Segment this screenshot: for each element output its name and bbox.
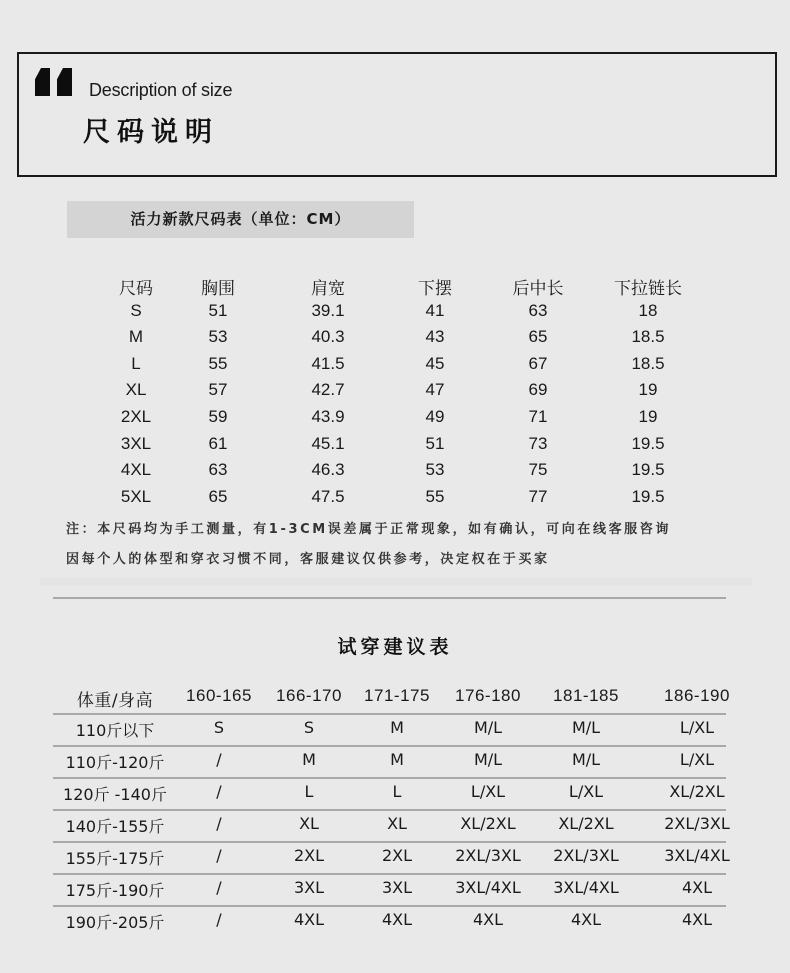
- table-cell: 65: [528, 327, 548, 347]
- table-cell: L/XL: [470, 782, 506, 801]
- table-cell: 4XL: [293, 910, 325, 929]
- column-header: 186-190: [664, 686, 730, 705]
- table-cell: 4XL: [120, 460, 152, 480]
- table-cell: 43: [425, 327, 445, 347]
- column-header: 166-170: [276, 686, 342, 705]
- table-cell: 18: [638, 300, 658, 320]
- table-cell: 55: [425, 486, 445, 506]
- table-cell: 19.5: [631, 433, 665, 453]
- size-table-row: [0, 327, 790, 353]
- table-cell: 4XL: [681, 878, 713, 897]
- table-cell: 18.5: [631, 327, 665, 347]
- table-cell: 61: [208, 433, 228, 453]
- table-cell: 45: [425, 353, 445, 373]
- header-title: 尺码说明: [83, 117, 219, 148]
- table-cell: XL: [299, 814, 319, 833]
- table-cell: 40.3: [311, 327, 345, 347]
- table-cell: 65: [208, 486, 228, 506]
- table-cell: M/L: [571, 750, 601, 769]
- fit-table-row: [0, 910, 790, 940]
- table-cell: 59: [208, 407, 228, 426]
- table-cell: 53: [425, 460, 445, 480]
- table-cell: 57: [208, 380, 228, 400]
- table-cell: 75: [528, 460, 548, 480]
- table-cell: S: [303, 718, 315, 737]
- table-cell: 77: [528, 486, 548, 506]
- table-cell: 49: [425, 407, 445, 426]
- table-cell: M/L: [473, 718, 503, 737]
- column-header: 后中长: [512, 279, 564, 299]
- header-box: [17, 52, 777, 177]
- size-table-row: [0, 354, 790, 380]
- table-cell: 63: [528, 300, 548, 320]
- table-cell: L: [304, 782, 314, 801]
- table-cell: M/L: [473, 750, 503, 769]
- table-cell: 19.5: [631, 486, 665, 506]
- table-cell: 4XL: [681, 910, 713, 929]
- size-note-1: 注：本尺码均为手工测量，有1-3CM误差属于正常现象，如有确认，可向在线客服咨询: [66, 522, 671, 537]
- table-cell: XL/2XL: [558, 814, 614, 833]
- row-divider: [53, 905, 726, 907]
- header-subtitle: Description of size: [89, 80, 233, 100]
- table-cell: 73: [528, 433, 548, 453]
- table-cell: 3XL/4XL: [553, 878, 619, 897]
- table-cell: M: [302, 750, 316, 769]
- table-cell: L: [392, 782, 402, 801]
- section-band: [40, 578, 752, 586]
- table-cell: 19.5: [631, 460, 665, 480]
- row-header: 120斤 -140斤: [63, 785, 167, 804]
- column-header: 尺码: [119, 279, 153, 299]
- size-note-2: 因每个人的体型和穿衣习惯不同，客服建议仅供参考，决定权在于买家: [66, 552, 550, 567]
- table-cell: 3XL: [381, 878, 413, 897]
- column-header: 160-165: [186, 686, 252, 705]
- size-table-row: [0, 434, 790, 460]
- double-quote-icon: [35, 68, 79, 96]
- table-cell: L/XL: [679, 750, 715, 769]
- table-cell: 4XL: [472, 910, 504, 929]
- table-cell: /: [216, 878, 222, 897]
- section-divider: [53, 597, 726, 599]
- table-cell: 51: [208, 300, 228, 320]
- table-cell: 4XL: [570, 910, 602, 929]
- table-cell: 51: [425, 433, 445, 453]
- column-header: 肩宽: [311, 279, 345, 299]
- table-cell: S: [130, 300, 142, 320]
- fit-chart-title: 试穿建议表: [337, 636, 453, 658]
- table-cell: 47.5: [311, 486, 345, 506]
- table-cell: 2XL: [120, 407, 152, 426]
- table-cell: XL/2XL: [460, 814, 516, 833]
- size-table-row: [0, 460, 790, 486]
- table-cell: 41.5: [311, 353, 345, 373]
- fit-table-row: [0, 750, 790, 780]
- table-cell: /: [216, 750, 222, 769]
- row-divider: [53, 841, 726, 843]
- table-cell: M: [390, 718, 404, 737]
- row-header: 190斤-205斤: [65, 913, 165, 932]
- row-divider: [53, 777, 726, 779]
- table-cell: 19: [638, 407, 658, 426]
- row-header: 155斤-175斤: [65, 849, 165, 868]
- table-cell: 2XL: [381, 846, 413, 865]
- table-cell: /: [216, 846, 222, 865]
- table-cell: 39.1: [311, 300, 345, 320]
- table-cell: 53: [208, 327, 228, 347]
- fit-table-header: [0, 686, 790, 716]
- column-header: 体重/身高: [76, 691, 154, 711]
- size-table-row: [0, 487, 790, 513]
- fit-table-row: [0, 814, 790, 844]
- table-cell: L: [131, 353, 141, 373]
- row-divider: [53, 873, 726, 875]
- table-cell: 3XL/4XL: [664, 846, 730, 865]
- size-chart-label: 活力新款尺码表（单位：CM）: [67, 201, 414, 238]
- table-cell: XL/2XL: [669, 782, 725, 801]
- table-cell: 69: [528, 380, 548, 400]
- table-cell: XL: [387, 814, 407, 833]
- table-cell: 42.7: [311, 380, 345, 400]
- column-header: 下拉链长: [614, 279, 682, 299]
- size-table-header: [0, 274, 790, 300]
- table-cell: 71: [528, 407, 548, 426]
- table-cell: XL: [125, 380, 147, 400]
- table-cell: 2XL/3XL: [455, 846, 521, 865]
- fit-table-row: [0, 878, 790, 908]
- size-table-row: [0, 407, 790, 433]
- table-cell: M: [128, 327, 144, 347]
- table-cell: M: [390, 750, 404, 769]
- column-header: 下摆: [418, 279, 452, 299]
- row-header: 175斤-190斤: [65, 881, 165, 900]
- row-divider: [53, 745, 726, 747]
- column-header: 181-185: [553, 686, 619, 705]
- column-header: 176-180: [455, 686, 521, 705]
- column-header: 171-175: [364, 686, 430, 705]
- fit-table-row: [0, 718, 790, 748]
- table-cell: 18.5: [631, 353, 665, 373]
- table-cell: 46.3: [311, 460, 345, 480]
- table-cell: M/L: [571, 718, 601, 737]
- row-divider: [53, 809, 726, 811]
- table-cell: 45.1: [311, 433, 345, 453]
- row-header: 110斤-120斤: [65, 753, 165, 772]
- table-cell: 3XL: [120, 433, 152, 453]
- table-cell: 2XL/3XL: [664, 814, 730, 833]
- table-cell: 4XL: [381, 910, 413, 929]
- table-cell: 2XL: [293, 846, 325, 865]
- table-cell: L/XL: [568, 782, 604, 801]
- table-cell: S: [213, 718, 225, 737]
- fit-table-row: [0, 782, 790, 812]
- table-cell: 2XL/3XL: [553, 846, 619, 865]
- table-cell: 55: [208, 353, 228, 373]
- table-cell: 3XL/4XL: [455, 878, 521, 897]
- table-cell: /: [216, 782, 222, 801]
- table-cell: 5XL: [120, 486, 152, 506]
- table-cell: L/XL: [679, 718, 715, 737]
- size-table-row: [0, 380, 790, 406]
- table-cell: 3XL: [293, 878, 325, 897]
- table-cell: /: [216, 814, 222, 833]
- table-cell: 19: [638, 380, 658, 400]
- fit-table-row: [0, 846, 790, 876]
- table-cell: 67: [528, 353, 548, 373]
- column-header: 胸围: [201, 279, 235, 299]
- size-table-row: [0, 301, 790, 327]
- row-header: 110斤以下: [75, 721, 155, 740]
- row-divider: [53, 713, 726, 715]
- table-cell: /: [216, 910, 222, 929]
- table-cell: 47: [425, 380, 445, 400]
- table-cell: 43.9: [311, 407, 345, 426]
- table-cell: 41: [425, 300, 445, 320]
- row-header: 140斤-155斤: [65, 817, 165, 836]
- table-cell: 63: [208, 460, 228, 480]
